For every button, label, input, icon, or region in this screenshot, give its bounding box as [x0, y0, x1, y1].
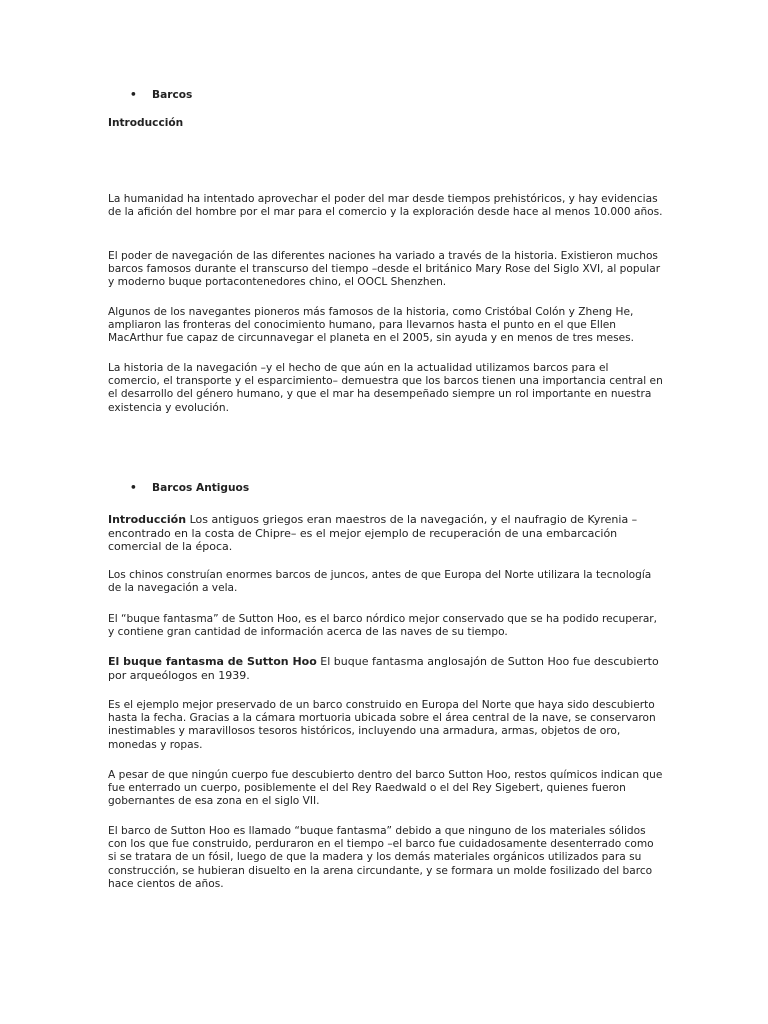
paragraph-text: Los antiguos griegos eran maestros de la navegación, y el naufragio de Kyrenia –encontrado en la costa de Chipre– es el mejor ejemplo de recuperación de una embarcación comercial de la época. — [108, 513, 638, 554]
bullet-label: Barcos — [152, 89, 193, 101]
bullet-glyph: • — [130, 482, 137, 494]
paragraph: La humanidad ha intentado aprovechar el poder del mar desde tiempos prehistóricos, y hay evidencias de la afición del hombre por el mar para el comercio y la exploración desde hace al menos 10.000 años. — [108, 193, 663, 219]
section-heading-introduccion: Introducción — [108, 117, 184, 129]
inline-heading: El buque fantasma de Sutton Hoo — [108, 655, 317, 668]
paragraph: El poder de navegación de las diferentes naciones ha variado a través de la historia. Existieron muchos barcos famosos durante el transcurso del tiempo –desde el británico Mary Rose del Siglo XVI, al popular y moderno buque portacontenedores chino, el OOCL Shenzhen. — [108, 250, 661, 289]
paragraph: Los chinos construían enormes barcos de juncos, antes de que Europa del Norte utilizara la tecnología de la navegación a vela. — [108, 569, 652, 595]
paragraph-introduccion — [108, 513, 663, 554]
paragraph-sutton-hoo — [108, 655, 663, 682]
paragraph: El barco de Sutton Hoo es llamado “buque fantasma” debido a que ninguno de los materiales sólidos con los que fue construido, perduraron en el tiempo –el barco fue cuidadosamente desenterrado como si se tratara de un fósil, luego de que la madera y los demás materiales orgánicos utilizados para su construcción, se hubieran disuelto en la arena circundante, y se formara un molde fosilizado del barco hace cientos de años. — [108, 825, 654, 890]
paragraph: Algunos de los navegantes pioneros más famosos de la historia, como Cristóbal Colón y Zheng He, ampliaron las fronteras del conocimiento humano, para llevarnos hasta el punto en el que Ellen MacArthur fue capaz de circunnavegar el planeta en el 2005, sin ayuda y en menos de tres meses. — [108, 306, 635, 345]
paragraph: El “buque fantasma” de Sutton Hoo, es el barco nórdico mejor conservado que se ha podido recuperar, y contiene gran cantidad de información acerca de las naves de su tiempo. — [108, 613, 658, 639]
paragraph: La historia de la navegación –y el hecho de que aún en la actualidad utilizamos barcos para el comercio, el transporte y el esparcimiento– demuestra que los barcos tienen una importancia central en el desarrollo del género humano, y que el mar ha desempeñado siempre un rol importante en nuestra existencia y evolución. — [108, 362, 663, 414]
inline-heading: Introducción — [108, 513, 187, 526]
paragraph: Es el ejemplo mejor preservado de un barco construido en Europa del Norte que haya sido descubierto hasta la fecha. Gracias a la cámara mortuoria ubicada sobre el área central de la nave, se conservaron inestimables y maravillosos tesoros históricos, incluyendo una armadura, armas, objetos de oro, monedas y ropas. — [108, 699, 656, 751]
bullet-glyph: • — [130, 89, 137, 101]
bullet-item-barcos-antiguos — [130, 482, 249, 495]
paragraph: A pesar de que ningún cuerpo fue descubierto dentro del barco Sutton Hoo, restos químicos indican que fue enterrado un cuerpo, posiblemente el del Rey Raedwald o el del Rey Sigebert, quienes fueron gobernantes de esa zona en el siglo VII. — [108, 769, 663, 808]
bullet-label: Barcos Antiguos — [152, 482, 250, 494]
paragraph-text: El buque fantasma anglosajón de Sutton Hoo fue descubierto por arqueólogos en 1939. — [108, 655, 659, 682]
bullet-item-barcos — [130, 89, 192, 102]
